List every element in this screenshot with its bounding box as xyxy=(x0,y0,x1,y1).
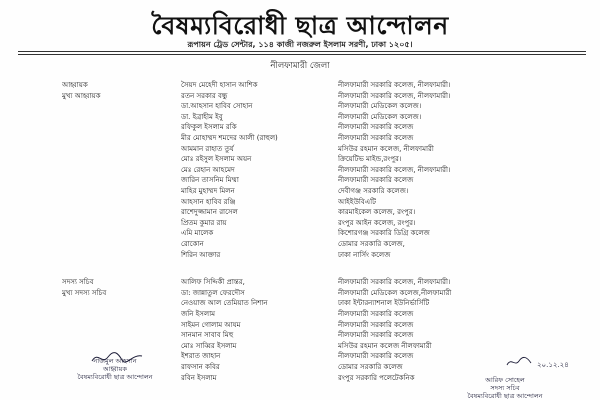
member-institution: নীলফামারী সরকারি কলেজ xyxy=(338,123,414,132)
member-name: জারিন তাসনিম মিম্মা xyxy=(181,176,239,185)
committee-row xyxy=(0,330,600,340)
member-name: এমি মালেক xyxy=(181,229,214,238)
member-name: শিরিন আক্তার xyxy=(181,250,221,259)
committee-row xyxy=(0,309,600,319)
member-institution: ঢাকা নার্সিং কলেজ xyxy=(338,250,391,259)
member-institution: মসিউর রহমান কলেজ নীলফামারী xyxy=(338,341,432,350)
member-institution: নীলফামারী সরকারি কলেজ xyxy=(338,352,414,361)
handwritten-date: ২০.১২.২৪ xyxy=(537,361,569,369)
member-name: নেওয়াজ আল তেমিয়াত নিশান xyxy=(181,299,268,308)
committee-row xyxy=(0,320,600,330)
committee-row xyxy=(0,91,600,101)
committee-row xyxy=(0,288,600,298)
member-role: মুখ্য আহ্বায়ক xyxy=(62,91,101,100)
member-institution: আইইউবিএটি xyxy=(338,197,376,206)
committee-row xyxy=(0,298,600,308)
member-institution: ঢাকা ইন্টারন্যাশনাল ইউনির্ভার্সিটি xyxy=(338,299,430,308)
member-institution: নীলফামারী সরকারি কলেজ xyxy=(338,331,414,340)
member-name: রফিকুল ইসলাম রকি xyxy=(181,123,237,132)
member-secretary-name: আরিফ সোহেল xyxy=(485,376,525,384)
committee-row xyxy=(0,144,600,154)
committee-row xyxy=(0,133,600,143)
member-secretary-org: বৈষম্যবিরোধী ছাত্র আন্দোলন xyxy=(467,392,543,400)
member-name: মেঃ রেহান আহমেদ xyxy=(181,165,235,174)
committee-row xyxy=(0,112,600,122)
member-institution: কিশোরগঞ্জ সরকারি ডিগ্রি কলেজ xyxy=(338,229,430,238)
member-institution: নীলফামারী সরকারি কলেজ xyxy=(338,310,414,318)
member-name: ডা: জান্নাতুল ফেরদৌস xyxy=(181,288,245,297)
member-name: আমমান রাহাত তুর্য xyxy=(181,144,234,153)
member-name: মাহির মুহাম্মদ মিলন xyxy=(181,187,235,195)
office-address: রূপায়ন ট্রেড সেন্টার, ১১৪ কাজী নজরুল ইসলাম সরণী, ঢাকা ১২০৫। xyxy=(187,40,413,49)
convener-org: বৈষম্যবিরোধী ছাত্র আন্দোলন xyxy=(77,373,153,381)
member-secretary-title: সদস্য সচিব xyxy=(490,384,520,392)
member-role: মুখ্য সদস্য সচিব xyxy=(62,288,107,297)
member-institution: রংপুর আইন কলেজ, রংপুর। xyxy=(338,218,416,227)
member-institution: ক্রিয়েটিভ মাইন্ড,রংপুর। xyxy=(338,155,402,164)
document-title: বৈষম্যবিরোধী ছাত্র আন্দোলন xyxy=(151,11,449,40)
member-name: সাইমন গোলাম আযম xyxy=(181,320,241,329)
member-name: রাশেদুজ্জামান রাসেল xyxy=(181,208,238,217)
committee-row xyxy=(0,277,600,287)
committee-row xyxy=(0,207,600,217)
member-name: মোঃ সাব্বির ইসলাম xyxy=(181,341,237,350)
member-institution: নীলফামারী মেডিকেল কলেজ। xyxy=(338,102,422,111)
member-name: রবিন ইসলাম xyxy=(181,373,217,382)
convener-signature-scribble xyxy=(90,351,145,365)
committee-row xyxy=(0,154,600,164)
member-name: সৈয়দ মেহেদী হাসান আশিক xyxy=(181,81,258,89)
member-name: আহসান হাবিব রঞ্জি xyxy=(181,197,236,206)
member-institution: ডোমার সরকারি কলেজ xyxy=(338,363,403,371)
committee-row xyxy=(0,341,600,351)
convener-signature-block xyxy=(60,357,170,381)
member-institution: নীলফামারী সরকারি কলেজ, নীলফামারী। xyxy=(338,81,451,89)
member-institution: নীলফামারী সরকারি কলেজ xyxy=(338,134,414,142)
member-role: সদস্য সচিব xyxy=(62,278,94,287)
committee-row xyxy=(0,197,600,207)
member-institution: কারমাইকেল কলেজ, রংপুর। xyxy=(338,208,416,217)
member-name: ডা.আহসান হাবিব সোহান xyxy=(181,102,253,111)
convener-title: আহ্বায়ক xyxy=(103,365,127,373)
committee-row xyxy=(0,101,600,111)
member-name: মীর মোহাম্মদ শমদের আলী (রাহুল) xyxy=(181,134,278,142)
member-name: মোঃ রইসুল ইসলাম অয়ন xyxy=(181,155,252,164)
committee-row xyxy=(0,186,600,196)
member-institution: দেবীগঞ্জ সরকারি কলেজ। xyxy=(338,187,409,195)
member-institution: নীলফামারী সরকারি কলেজ, নীলফামারী। xyxy=(338,165,451,174)
member-institution: নীলফামারী মেডিকেল কলেজ। xyxy=(338,112,422,121)
member-institution: নীলফামারী মেডিকেল কলেজ,নীলফামারী xyxy=(338,288,452,297)
committee-row xyxy=(0,165,600,175)
member-institution: রংপুর সরকারি পলেটেকনিক xyxy=(338,373,415,382)
member-name: ইশরাত জাহান xyxy=(181,352,221,361)
member-role: আহ্বায়ক xyxy=(62,81,88,89)
member-institution: নীলফামারী সরকারি কলেজ xyxy=(338,176,414,185)
committee-row xyxy=(0,250,600,260)
member-institution: নীলফামারী সরকারি কলেজ, নীলফামারী। xyxy=(338,278,451,287)
committee-row xyxy=(0,80,600,90)
member-name: জনি ইসলাম xyxy=(181,310,216,318)
member-institution: নীলফামারী সরকারি কলেজ xyxy=(338,320,414,329)
committee-row xyxy=(0,228,600,238)
member-secretary-signature-block xyxy=(445,376,565,400)
member-name: প্রিতম কুমার রায় xyxy=(181,218,227,227)
convener-name: নাজমুল আহসান xyxy=(93,357,137,365)
committee-row xyxy=(0,122,600,132)
committee-row xyxy=(0,239,600,249)
committee-row xyxy=(0,218,600,228)
district-heading: নীলফামারী জেলা xyxy=(270,61,330,71)
member-name: রোকোন xyxy=(181,240,204,248)
handwritten-signature-right xyxy=(505,353,575,371)
member-name: আলিফ সিদ্দিকী প্রান্তর, xyxy=(181,278,245,287)
member-institution: ডোমার সরকারি কলেজ, xyxy=(338,240,405,248)
member-institution: মসিউর রহমান কলেজ, নীলফামারী xyxy=(338,144,434,153)
member-name: সানমান সাবাব মিহু xyxy=(181,331,234,340)
member-name: রতন সরকার বন্ধু xyxy=(181,91,228,100)
member-name: রাফসান কবির xyxy=(181,363,220,371)
committee-row xyxy=(0,175,600,185)
member-institution: নীলফামারী সরকারি কলেজ, নীলফামারী। xyxy=(338,91,451,100)
member-name: ডা. ইব্রাহীম ইবু xyxy=(181,112,223,121)
